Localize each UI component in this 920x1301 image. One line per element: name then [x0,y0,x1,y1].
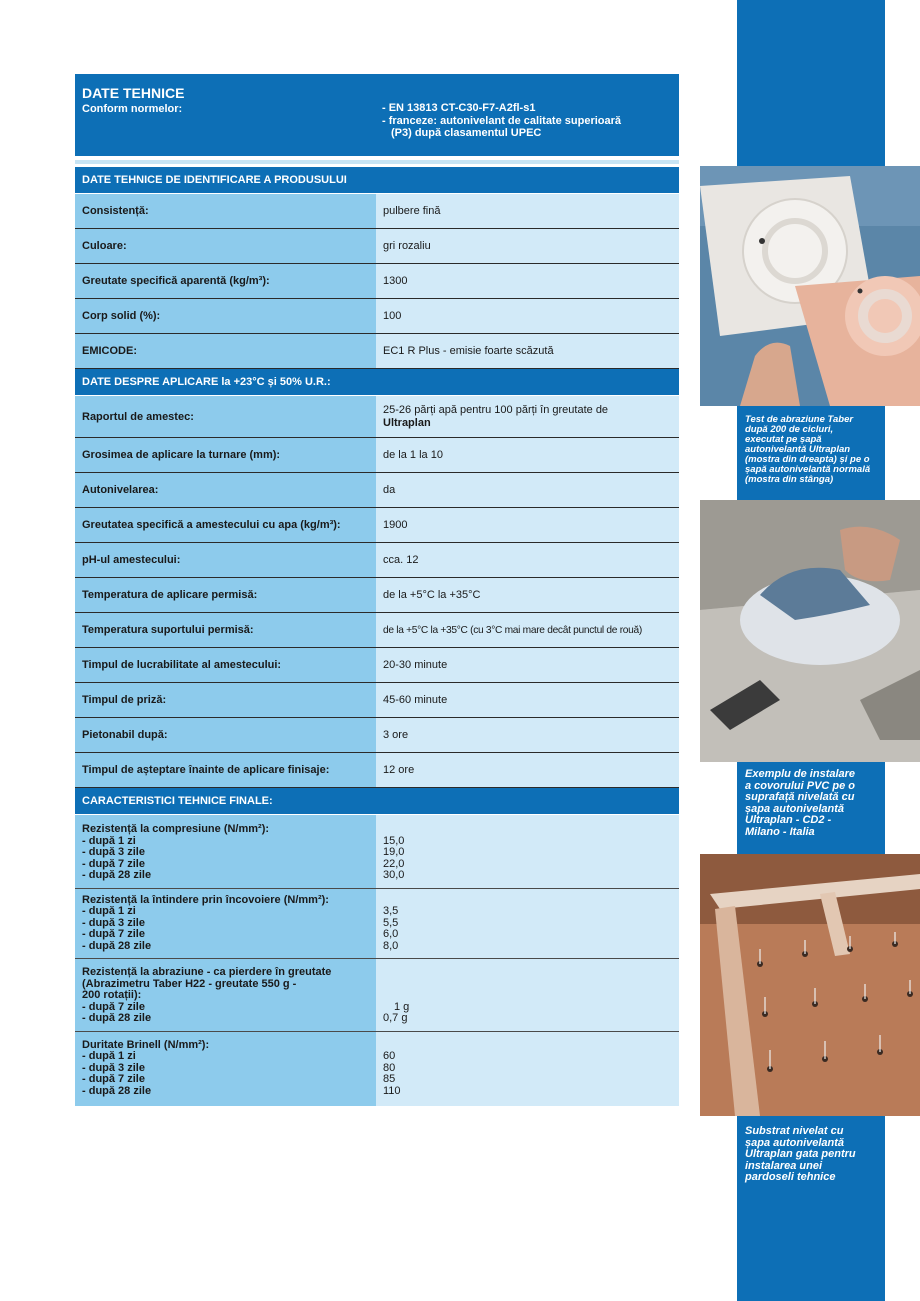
header-divider [75,160,679,164]
table-row [75,334,679,369]
row-value: 20-30 minute [376,648,679,682]
table-row [75,578,679,613]
row-value: EC1 R Plus - emisie foarte scăzută [376,334,679,368]
row-label: Corp solid (%): [75,299,376,333]
final-group-compression: Rezistență la compresiune (N/mm²): - după 1 zi - după 3 zile - după 7 zile - după 28 zile 15,0 19,0 22,0 30,0 [75,815,679,889]
section-final-header: CARACTERISTICI TEHNICE FINALE: [75,788,679,815]
table-row [75,753,679,788]
row-label: Culoare: [75,229,376,263]
row-value: 1900 [376,508,679,542]
row-value: 12 ore [376,753,679,787]
table-row [75,543,679,578]
final-group-abrasion: Rezistență la abraziune - ca pierdere în greutate (Abrazimetru Taber H22 - greutate 550 g - 200 rotații): - după 7 zile - după 28 zile 1 g 0,7 g [75,959,679,1032]
row-value: pulbere fină [376,194,679,228]
table-row [75,229,679,264]
technical-data-header [75,74,679,156]
row-label: Grosimea de aplicare la turnare (mm): [75,438,376,472]
row-label: Autonivelarea: [75,473,376,507]
row-label: Greutate specifică aparentă (kg/m³): [75,264,376,298]
norm-item: - franceze: autonivelant de calitate superioară [382,114,622,127]
table-row [75,194,679,229]
section-identification-header: DATE TEHNICE DE IDENTIFICARE A PRODUSULUI [75,167,679,194]
photo3-caption: Substrat nivelat cu șapa autonivelantă Ultraplan gata pentru instalarea unei pardoseli tehnice [745,1125,856,1183]
row-label: pH-ul amestecului: [75,543,376,577]
row-label: Timpul de așteptare înainte de aplicare finisaje: [75,753,376,787]
norm-item: (P3) după clasamentul UPEC [391,127,542,139]
table-row [75,438,679,473]
row-value: gri rozaliu [376,229,679,263]
row-label: Greutatea specifică a amestecului cu apa (kg/m³): [75,508,376,542]
final-group-brinell: Duritate Brinell (N/mm²): - după 1 zi - după 3 zile - după 7 zile - după 28 zile 60 80 85 110 [75,1032,679,1107]
photo2-caption: Exemplu de instalare a covorului PVC pe o suprafață nivelată cu șapa autonivelantă Ultraplan - CD2 - Milano - Italia [745,768,856,838]
norms-list [382,102,621,140]
row-label: Raportul de amestec: [75,396,376,437]
row-value: de la +5°C la +35°C [376,578,679,612]
row-value: de la +5°C la +35°C (cu 3°C mai mare decât punctul de rouă) [376,613,679,647]
row-value: 25-26 părți apă pentru 100 părți în greutate de Ultraplan [376,396,679,437]
row-value: 3 ore [376,718,679,752]
photo-raised-floor-substrate [700,854,920,1116]
row-label: Temperatura suportului permisă: [75,613,376,647]
row-label: Timpul de priză: [75,683,376,717]
row-label: EMICODE: [75,334,376,368]
norms-label: Conform normelor: [82,103,183,115]
row-value: de la 1 la 10 [376,438,679,472]
row-value: 100 [376,299,679,333]
table-row [75,648,679,683]
table-row [75,299,679,334]
table-row [75,264,679,299]
row-value: 1300 [376,264,679,298]
table-row [75,613,679,648]
row-value: 45-60 minute [376,683,679,717]
row-label: Consistență: [75,194,376,228]
final-group-flexural: Rezistență la întindere prin încovoiere (N/mm²): - după 1 zi - după 3 zile - după 7 zile - după 28 zile 3,5 5,5 6,0 8,0 [75,889,679,960]
table-row [75,683,679,718]
row-label: Pietonabil după: [75,718,376,752]
page-title: DATE TEHNICE [82,85,185,101]
table-row [75,473,679,508]
norm-item: - EN 13813 CT-C30-F7-A2fl-s1 [382,102,536,114]
technical-data-table [75,167,679,1106]
row-label: Timpul de lucrabilitate al amestecului: [75,648,376,682]
table-row [75,718,679,753]
photo-pvc-installation [700,500,920,762]
table-row [75,396,679,438]
section-application-header: DATE DESPRE APLICARE la +23°C și 50% U.R.: [75,369,679,396]
row-value: cca. 12 [376,543,679,577]
photo1-caption: Test de abraziune Taber după 200 de cicluri, executat pe șapă autonivelantă Ultraplan (mostra din dreapta) și pe o șapă autonivelantă normală (mostra din stânga) [745,414,871,485]
row-label: Temperatura de aplicare permisă: [75,578,376,612]
photo-taber-test [700,166,920,406]
row-value: da [376,473,679,507]
table-row [75,508,679,543]
